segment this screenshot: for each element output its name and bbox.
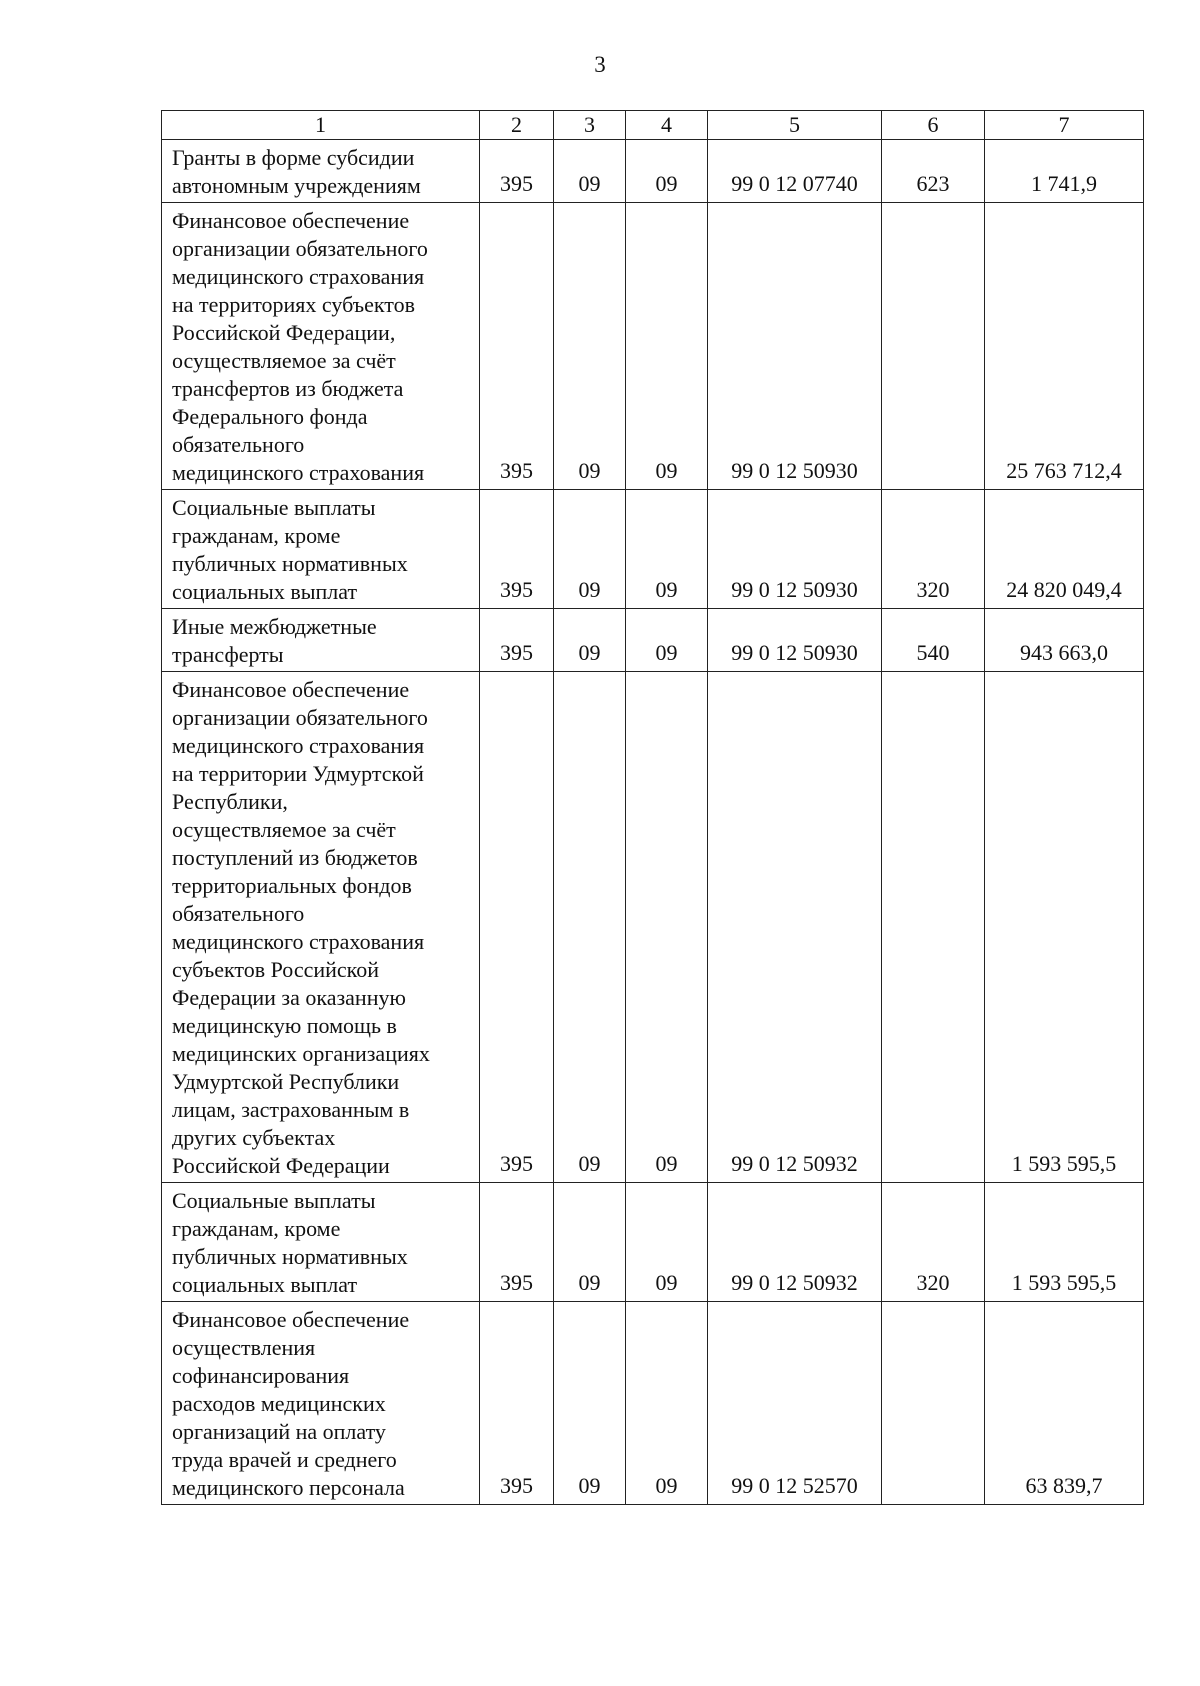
cell-subsection: 09 [626, 490, 708, 609]
cell-expense-type: 540 [882, 609, 985, 672]
cell-subsection: 09 [626, 672, 708, 1183]
cell-section: 09 [554, 1183, 626, 1302]
description-line: лицам, застрахованным в [172, 1097, 410, 1122]
description-line: Федерации за оказанную [172, 985, 406, 1010]
header-row [162, 111, 1144, 140]
cell-admin-code: 395 [480, 490, 554, 609]
cell-section: 09 [554, 609, 626, 672]
cell-amount: 1 741,9 [985, 140, 1144, 203]
description-line: медицинских организациях [172, 1041, 430, 1066]
cell-admin-code: 395 [480, 609, 554, 672]
description-line: труда врачей и среднего [172, 1447, 397, 1472]
budget-table [161, 110, 1144, 1505]
description-line: расходов медицинских [172, 1391, 386, 1416]
description-line: других субъектах [172, 1125, 336, 1150]
row-description [162, 203, 480, 490]
description-line: Гранты в форме субсидии [172, 145, 415, 170]
column-header: 5 [708, 111, 882, 140]
cell-expense-type [882, 672, 985, 1183]
description-line: автономным учреждениям [172, 173, 421, 198]
cell-section: 09 [554, 1302, 626, 1505]
description-line: гражданам, кроме [172, 1216, 341, 1241]
table-row [162, 1183, 1144, 1302]
cell-expense-type: 320 [882, 490, 985, 609]
description-line: трансфертов из бюджета [172, 376, 404, 401]
column-header: 4 [626, 111, 708, 140]
cell-target-article: 99 0 12 50930 [708, 490, 882, 609]
cell-section: 09 [554, 203, 626, 490]
description-line: медицинского страхования [172, 733, 425, 758]
description-line: субъектов Российской [172, 957, 380, 982]
row-description [162, 140, 480, 203]
table-row [162, 672, 1144, 1183]
description-line: Финансовое обеспечение [172, 677, 410, 702]
cell-target-article: 99 0 12 50930 [708, 609, 882, 672]
description-line: осуществляемое за счёт [172, 817, 396, 842]
cell-target-article: 99 0 12 50932 [708, 672, 882, 1183]
description-line: на территориях субъектов [172, 292, 415, 317]
cell-section: 09 [554, 140, 626, 203]
description-line: Российской Федерации [172, 1153, 390, 1178]
column-header: 6 [882, 111, 985, 140]
description-line: осуществления [172, 1335, 316, 1360]
description-line: Республики, [172, 789, 288, 814]
cell-amount: 1 593 595,5 [985, 672, 1144, 1183]
description-line: Российской Федерации, [172, 320, 396, 345]
row-description [162, 672, 480, 1183]
row-description [162, 1302, 480, 1505]
column-header: 1 [162, 111, 480, 140]
description-line: осуществляемое за счёт [172, 348, 396, 373]
description-line: организации обязательного [172, 705, 428, 730]
description-line: Удмуртской Республики [172, 1069, 400, 1094]
description-line: медицинского страхования [172, 929, 425, 954]
description-line: медицинского страхования [172, 264, 425, 289]
description-line: публичных нормативных [172, 551, 408, 576]
cell-subsection: 09 [626, 140, 708, 203]
description-line: поступлений из бюджетов [172, 845, 418, 870]
description-line: социальных выплат [172, 1272, 358, 1297]
cell-admin-code: 395 [480, 672, 554, 1183]
table-row [162, 490, 1144, 609]
description-line: территориальных фондов [172, 873, 412, 898]
description-line: публичных нормативных [172, 1244, 408, 1269]
table-row [162, 203, 1144, 490]
description-line: Федерального фонда [172, 404, 368, 429]
row-description [162, 490, 480, 609]
description-line: социальных выплат [172, 579, 358, 604]
cell-target-article: 99 0 12 07740 [708, 140, 882, 203]
description-line: Иные межбюджетные [172, 614, 377, 639]
column-header: 2 [480, 111, 554, 140]
row-description [162, 1183, 480, 1302]
column-header: 7 [985, 111, 1144, 140]
description-line: на территории Удмуртской [172, 761, 424, 786]
cell-expense-type: 623 [882, 140, 985, 203]
cell-subsection: 09 [626, 609, 708, 672]
description-line: медицинского персонала [172, 1475, 405, 1500]
page-number: 3 [594, 52, 606, 77]
cell-target-article: 99 0 12 52570 [708, 1302, 882, 1505]
description-line: Финансовое обеспечение [172, 1307, 410, 1332]
cell-target-article: 99 0 12 50932 [708, 1183, 882, 1302]
description-line: обязательного [172, 432, 305, 457]
cell-amount: 943 663,0 [985, 609, 1144, 672]
description-line: медицинского страхования [172, 460, 425, 485]
description-line: Социальные выплаты [172, 495, 376, 520]
cell-expense-type [882, 1302, 985, 1505]
cell-subsection: 09 [626, 1183, 708, 1302]
description-line: организации обязательного [172, 236, 428, 261]
table-row [162, 609, 1144, 672]
description-line: Финансовое обеспечение [172, 208, 410, 233]
cell-admin-code: 395 [480, 1302, 554, 1505]
description-line: гражданам, кроме [172, 523, 341, 548]
description-line: организаций на оплату [172, 1419, 386, 1444]
description-line: обязательного [172, 901, 305, 926]
description-line: Социальные выплаты [172, 1188, 376, 1213]
cell-admin-code: 395 [480, 1183, 554, 1302]
cell-expense-type: 320 [882, 1183, 985, 1302]
table-row [162, 1302, 1144, 1505]
cell-amount: 25 763 712,4 [985, 203, 1144, 490]
cell-section: 09 [554, 490, 626, 609]
cell-target-article: 99 0 12 50930 [708, 203, 882, 490]
cell-expense-type [882, 203, 985, 490]
cell-admin-code: 395 [480, 140, 554, 203]
cell-admin-code: 395 [480, 203, 554, 490]
cell-amount: 24 820 049,4 [985, 490, 1144, 609]
description-line: софинансирования [172, 1363, 350, 1388]
row-description [162, 609, 480, 672]
table-row [162, 140, 1144, 203]
cell-subsection: 09 [626, 1302, 708, 1505]
cell-subsection: 09 [626, 203, 708, 490]
description-line: медицинскую помощь в [172, 1013, 397, 1038]
description-line: трансферты [172, 642, 284, 667]
cell-amount: 63 839,7 [985, 1302, 1144, 1505]
cell-amount: 1 593 595,5 [985, 1183, 1144, 1302]
column-header: 3 [554, 111, 626, 140]
cell-section: 09 [554, 672, 626, 1183]
